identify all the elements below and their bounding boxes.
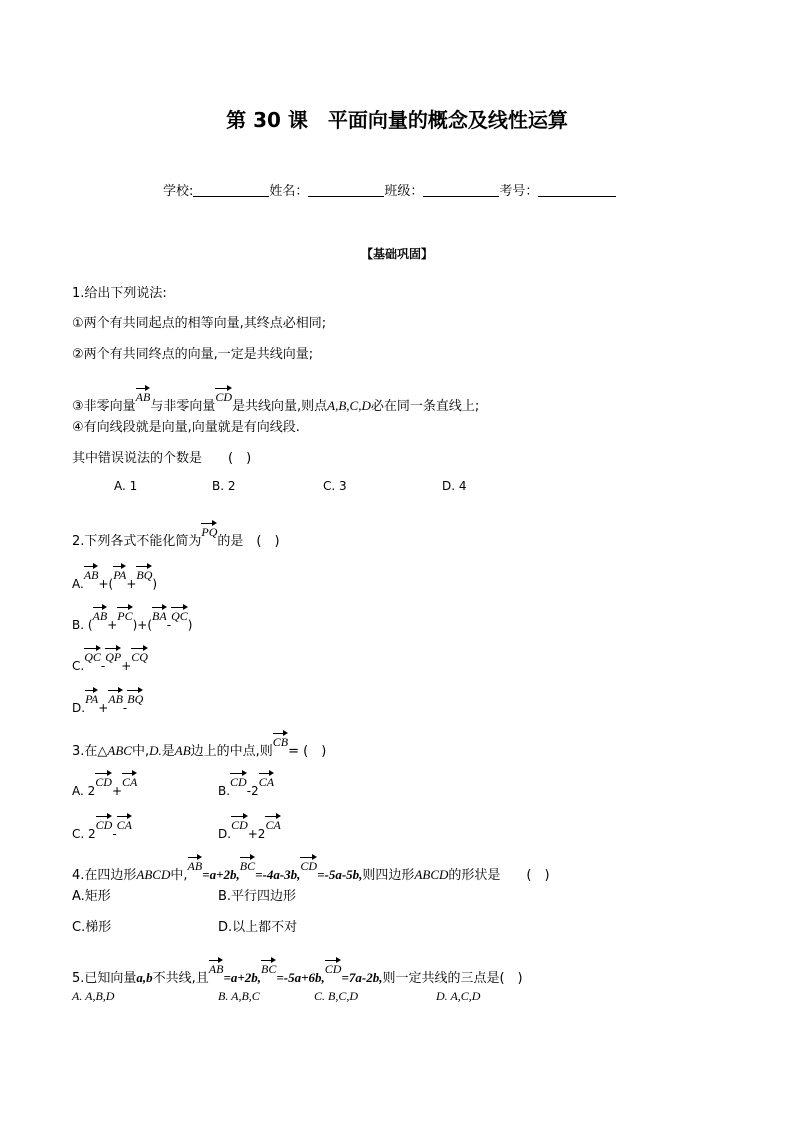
q2-stem [72,522,280,549]
vector-pa: PA [113,565,126,583]
vector-qc: QC [84,647,101,665]
q5-option-c[interactable]: C. B,C,D [314,989,359,1003]
vector-ab: AB [93,606,108,624]
school-blank[interactable] [193,183,269,197]
vector-ab: AB [84,565,99,583]
text: 是共线向量,则点 [232,399,328,414]
q1-option-a[interactable]: A. 1 [114,479,138,493]
vector-cd: CD [215,387,232,405]
vector-cd: CD [96,815,113,833]
vector-ab: AB [136,387,151,405]
vector-cd: CD [230,772,247,790]
expression: =a+2b, [223,970,262,985]
q3-option-b[interactable]: B.CD-2CA [218,772,274,798]
vector-cq: CQ [131,647,148,665]
text: = ( ) [288,744,327,759]
text: 3.在 [72,744,98,759]
text: 的是 ( ) [217,534,280,549]
section-heading: 【基础巩固】 [360,247,433,261]
q1-statement-4: ④有向线段就是向量,向量就是有向线段. [72,420,300,435]
vector-pq: PQ [201,522,217,540]
triangle-label: △ABC [97,743,132,758]
expression: =-5a+6b, [276,970,325,985]
vector-bc: BC [261,959,276,977]
q5-option-b[interactable]: B. A,B,C [218,989,260,1003]
q1-option-c[interactable]: C. 3 [323,479,347,493]
vector-ab: AB [209,959,224,977]
q1-statement-2: ②两个有共同终点的向量,一定是共线向量; [72,347,314,362]
expression: =7a-2b, [341,970,383,985]
vector-ca: CA [122,772,137,790]
name-blank[interactable] [308,183,384,197]
vector-cb: CB [273,732,288,750]
q4-option-a[interactable]: A.矩形 [72,889,111,904]
school-label: 学校: [163,184,194,199]
vector-cd: CD [300,856,317,874]
text: 是 [161,744,175,759]
q2-option-c[interactable]: C.QC-QP+CQ [72,647,148,673]
text: 则一定共线的三点是( ) [382,971,523,986]
q5-stem [72,959,523,986]
option-label: D. [218,827,232,841]
page-title: 第 30 课 平面向量的概念及线性运算 [226,108,568,132]
text: 则四边形 [362,868,415,883]
vector-cd: CD [231,815,248,833]
option-label: C. 2 [72,827,96,841]
segment-label: AB [174,743,191,758]
q5-option-d[interactable]: D. A,C,D [436,989,481,1003]
option-label: B. [218,784,231,798]
vector-cd: CD [95,772,112,790]
q2-option-b[interactable]: B. (AB+PC)+(BA-QC) [72,606,192,632]
vector-ab: AB [188,856,203,874]
exam-no-blank[interactable] [538,183,616,197]
quadrilateral-label: ABCD [414,867,449,882]
q1-statement-3 [72,387,479,414]
text: 中, [170,868,188,883]
q5-option-a[interactable]: A. A,B,D [72,989,115,1003]
q1-option-b[interactable]: B. 2 [212,479,236,493]
q3-option-a[interactable]: A. 2CD+CA [72,772,137,798]
point-label: D. [149,743,162,758]
q1-option-d[interactable]: D. 4 [442,479,467,493]
q3-option-c[interactable]: C. 2CD-CA [72,815,132,841]
q2-option-d[interactable]: D.PA+AB-BQ [72,689,143,715]
text: 2.下列各式不能化简为 [72,534,202,549]
option-label: A. 2 [72,784,96,798]
text: 与非零向量 [150,399,216,414]
name-label: 姓名： [269,184,309,199]
q2-option-a[interactable]: A.AB+(PA+BQ) [72,565,157,591]
q3-option-d[interactable]: D.CD+2CA [218,815,281,841]
q3-stem [72,732,326,759]
option-label: A. [72,577,84,591]
vector-ca: CA [259,772,274,790]
text: 的形状是 ( ) [448,868,550,883]
option-label: D. [72,701,86,715]
text: 必在同一条直线上; [370,399,480,414]
vector-bq: BQ [136,565,152,583]
student-info-row [163,180,616,199]
q4-option-c[interactable]: C.梯形 [72,920,112,935]
vector-cd: CD [325,959,342,977]
text: 中, [131,744,150,759]
text: 4.在四边形 [72,868,137,883]
vector-pc: PC [117,606,132,624]
vector-ca: CA [117,815,132,833]
vector-ba: BA [152,606,167,624]
q1-stem: 1.给出下列说法: [72,286,167,301]
vector-pa: PA [85,689,98,707]
q4-option-b[interactable]: B.平行四边形 [218,889,297,904]
expression: =a+2b, [202,867,240,882]
text: ③非零向量 [72,399,136,414]
text: 5.已知向量 [72,971,137,986]
quadrilateral-label: ABCD [136,867,171,882]
option-label: B. ( [72,618,93,632]
vector-bq: BQ [127,689,143,707]
text: 不共线,且 [152,971,209,986]
text: 边上的中点,则 [190,744,273,759]
vector-bc: BC [240,856,255,874]
q1-question: 其中错误说法的个数是 ( ) [72,451,252,466]
q4-stem [72,856,550,883]
q4-option-d[interactable]: D.以上都不对 [218,920,298,935]
option-label: C. [72,659,85,673]
q1-statement-1: ①两个有共同起点的相等向量,其终点必相同; [72,316,327,331]
vector-ab: AB [108,689,123,707]
vector-ca: CA [265,815,280,833]
points-label: A,B,C,D [327,398,371,413]
vector-names: a,b [136,970,153,985]
class-blank[interactable] [423,183,499,197]
vector-qc: QC [171,606,188,624]
vector-qp: QP [105,647,121,665]
class-label: 班级： [384,184,424,199]
expression: =-4a-3b, [255,867,301,882]
expression: =-5a-5b, [317,867,363,882]
exam-no-label: 考号： [499,184,539,199]
